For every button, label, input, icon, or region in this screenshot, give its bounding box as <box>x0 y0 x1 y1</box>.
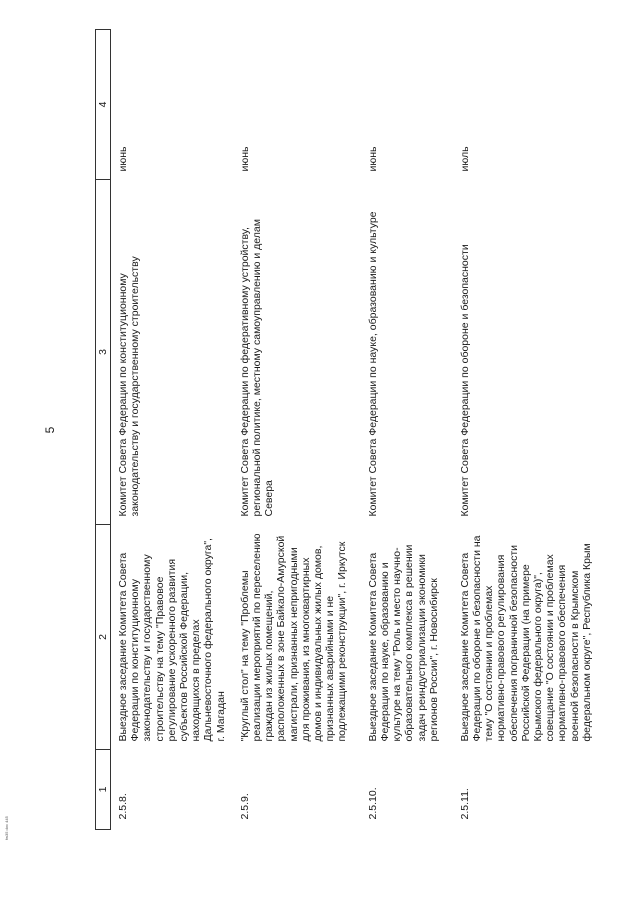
page-number: 5 <box>43 426 57 434</box>
event-description: Выездное заседание Комитета Совета Федерации по обороне и безопасности на тему "О состоянии и проблемах нормативно-правового регулирования обеспечения пограничной безопасности Российской Федерации (на примере Крымского федерального округа)", совещание "О состоянии и проблемах нормативно-правового обеспечения военной безопасности в Крымском федеральном округе", Республика Крым <box>458 535 593 742</box>
column-header-4: 4 <box>96 30 111 180</box>
event-description: Выездное заседание Комитета Совета Федерации по конституционному законодательству и государственному строительству на тему "Правовое регулирование ускоренного развития субъектов Российской Федерации, находящихся в пределах Дальневосточного федерального округа", г. Магадан <box>117 538 227 742</box>
item-number: 2.5.10. <box>366 787 379 820</box>
responsible-committee: Комитет Совета Федерации по федеративному устройству, региональной политике, местному самоуправлению и делам Севера <box>238 219 276 517</box>
responsible-committee: Комитет Совета Федерации по конституционному законодательству и государственному строительству <box>117 256 142 517</box>
rotated-page <box>43 30 635 830</box>
header-row <box>96 30 111 830</box>
responsible-committee: Комитет Совета Федерации по обороне и безопасности <box>458 244 471 517</box>
event-date: июнь <box>238 146 251 172</box>
event-description: Выездное заседание Комитета Совета Федерации по науке, образованию и культуре на тему "Роль и место научно-образовательного комплекса в решении задач реиндустриализации экономики регионов России", г. Новосибирск <box>366 544 440 742</box>
table-row <box>361 30 453 830</box>
item-number: 2.5.8. <box>117 793 129 820</box>
event-description: "Круглый стол" на тему "Проблемы реализации мероприятий по переселению граждан из жилых помещений, расположенных в зоне Байкало-Амурской магистрали, признанных непригодными для проживания, из многоквартирных домов и индивидуальных жилых домов, признанных аварийными и не подлежащими реконструкции", г. Иркутск <box>238 533 349 742</box>
table-row <box>111 30 233 830</box>
table-row <box>233 30 361 830</box>
column-header-3: 3 <box>96 180 111 525</box>
item-number: 2.5.9. <box>238 793 251 820</box>
event-date: июнь <box>366 146 379 172</box>
table-row <box>453 30 599 830</box>
plan-table <box>95 29 599 830</box>
column-header-2: 2 <box>96 525 111 750</box>
event-date: июль <box>458 146 471 172</box>
document-code: fw35 doc 445 <box>4 816 9 840</box>
responsible-committee: Комитет Совета Федерации по науке, образованию и культуре <box>366 211 379 517</box>
event-date: июнь <box>117 146 129 172</box>
column-header-1: 1 <box>96 750 111 830</box>
item-number: 2.5.11. <box>458 788 471 820</box>
